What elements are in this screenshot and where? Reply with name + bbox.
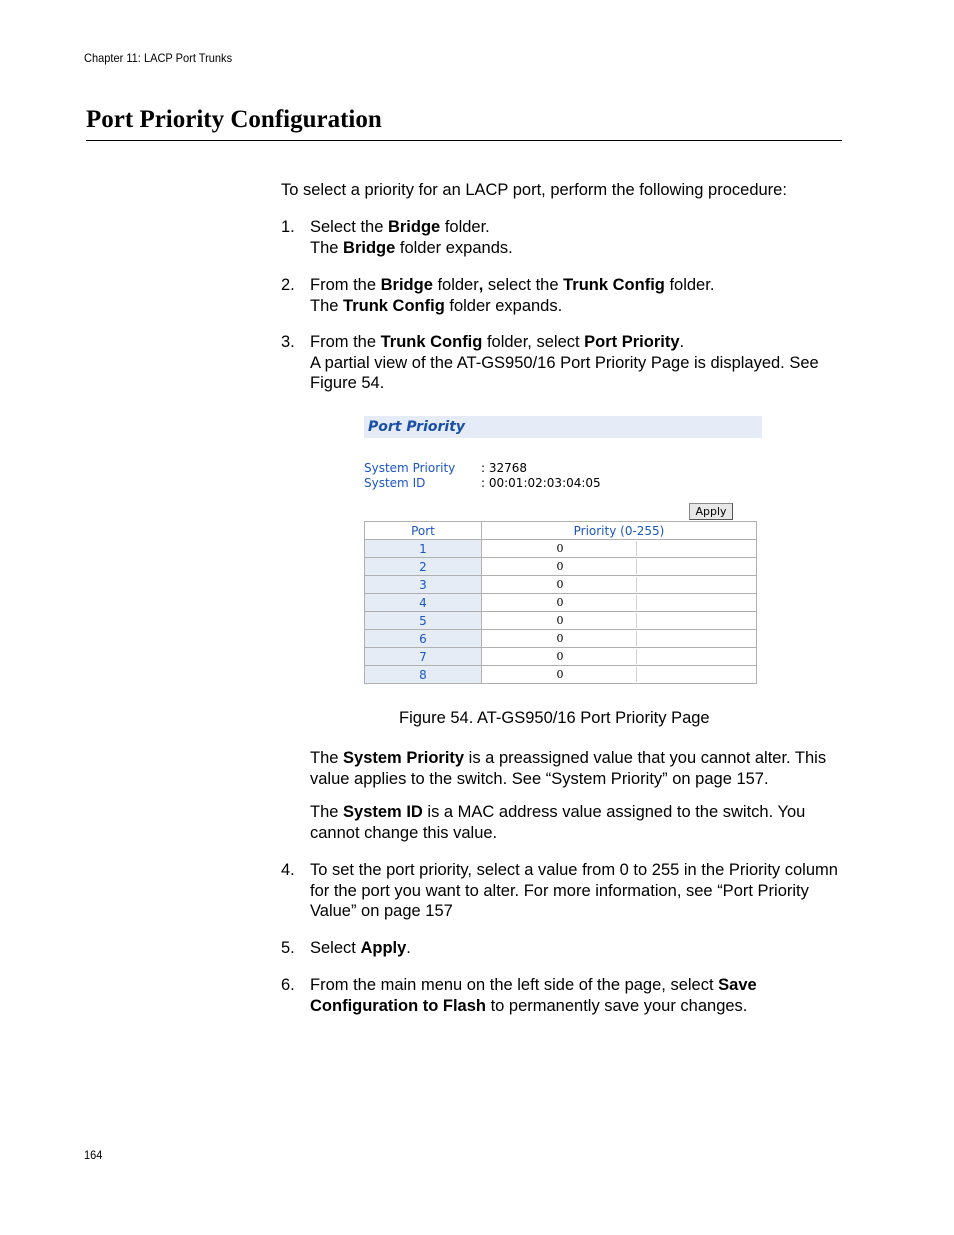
port-link-5[interactable]: 5 <box>365 612 482 630</box>
step-3-text: From the Trunk Config folder, select Port Priority. A partial view of the AT-GS950/16 Port Priority Page is displayed. See Figure 54. <box>310 333 819 392</box>
section-title: Port Priority Configuration <box>86 106 382 133</box>
port-link-7[interactable]: 7 <box>365 648 482 666</box>
priority-input-5[interactable]: 0 <box>484 613 637 628</box>
port-link-4[interactable]: 4 <box>365 594 482 612</box>
port-link-1[interactable]: 1 <box>365 540 482 558</box>
step-4-text: To set the port priority, select a value from 0 to 255 in the Priority column for the port you want to alter. For more information, see “Port Priority Value” on page 157 <box>310 861 838 920</box>
step-3-result: A partial view of the AT-GS950/16 Port Priority Page is displayed. See Figure 54. <box>310 353 819 392</box>
intro-text: To select a priority for an LACP port, perform the following procedure: <box>281 181 787 199</box>
port-column-header: Port <box>365 522 482 540</box>
system-id-label: System ID <box>364 476 426 490</box>
priority-column-header: Priority (0-255) <box>482 522 757 540</box>
priority-input-6[interactable]: 0 <box>484 631 637 646</box>
step-5-text: Select Apply. <box>310 939 411 957</box>
port-link-3[interactable]: 3 <box>365 576 482 594</box>
port-priority-table <box>364 521 757 684</box>
priority-input-2[interactable]: 0 <box>484 559 637 574</box>
system-priority-label: System Priority <box>364 461 456 475</box>
step-6-number: 6. <box>281 976 295 994</box>
priority-input-7[interactable]: 0 <box>484 649 637 664</box>
table-row <box>365 648 757 666</box>
port-link-2[interactable]: 2 <box>365 558 482 576</box>
figure-banner <box>364 416 762 438</box>
figure-caption: Figure 54. AT-GS950/16 Port Priority Page <box>399 709 710 727</box>
step-4-number: 4. <box>281 861 295 879</box>
table-header-row <box>365 522 757 540</box>
system-id-note: The System ID is a MAC address value assigned to the switch. You cannot change this value. <box>310 803 806 842</box>
table-row <box>365 576 757 594</box>
table-row <box>365 558 757 576</box>
figure-banner-title: Port Priority <box>368 419 466 435</box>
step-1-text: Select the Bridge folder. The Bridge folder expands. <box>310 218 513 257</box>
table-row <box>365 540 757 558</box>
title-rule <box>86 140 842 141</box>
apply-button[interactable]: Apply <box>689 503 733 520</box>
step-2-text: From the Bridge folder, select the Trunk Config folder. The Trunk Config folder expands. <box>310 276 715 315</box>
port-link-6[interactable]: 6 <box>365 630 482 648</box>
page-number: 164 <box>84 1148 103 1162</box>
priority-input-8[interactable]: 0 <box>484 667 637 682</box>
system-priority-note: The System Priority is a preassigned value that you cannot alter. This value applies to the switch. See “System Priority” on page 157. <box>310 749 827 788</box>
step-2-number: 2. <box>281 276 295 294</box>
port-priority-figure <box>363 415 763 690</box>
priority-input-3[interactable]: 0 <box>484 577 637 592</box>
system-id-value: : 00:01:02:03:04:05 <box>481 476 601 490</box>
step-1-number: 1. <box>281 218 295 236</box>
table-row <box>365 630 757 648</box>
table-row <box>365 612 757 630</box>
table-row <box>365 594 757 612</box>
step-5-number: 5. <box>281 939 295 957</box>
step-3-number: 3. <box>281 333 295 351</box>
port-link-8[interactable]: 8 <box>365 666 482 684</box>
priority-input-4[interactable]: 0 <box>484 595 637 610</box>
system-priority-value: : 32768 <box>481 461 528 475</box>
table-row <box>365 666 757 684</box>
step-6-text: From the main menu on the left side of the page, select Save Configuration to Flash to permanently save your changes. <box>310 976 757 1015</box>
running-head: Chapter 11: LACP Port Trunks <box>84 51 233 65</box>
priority-input-1[interactable]: 0 <box>484 541 637 556</box>
